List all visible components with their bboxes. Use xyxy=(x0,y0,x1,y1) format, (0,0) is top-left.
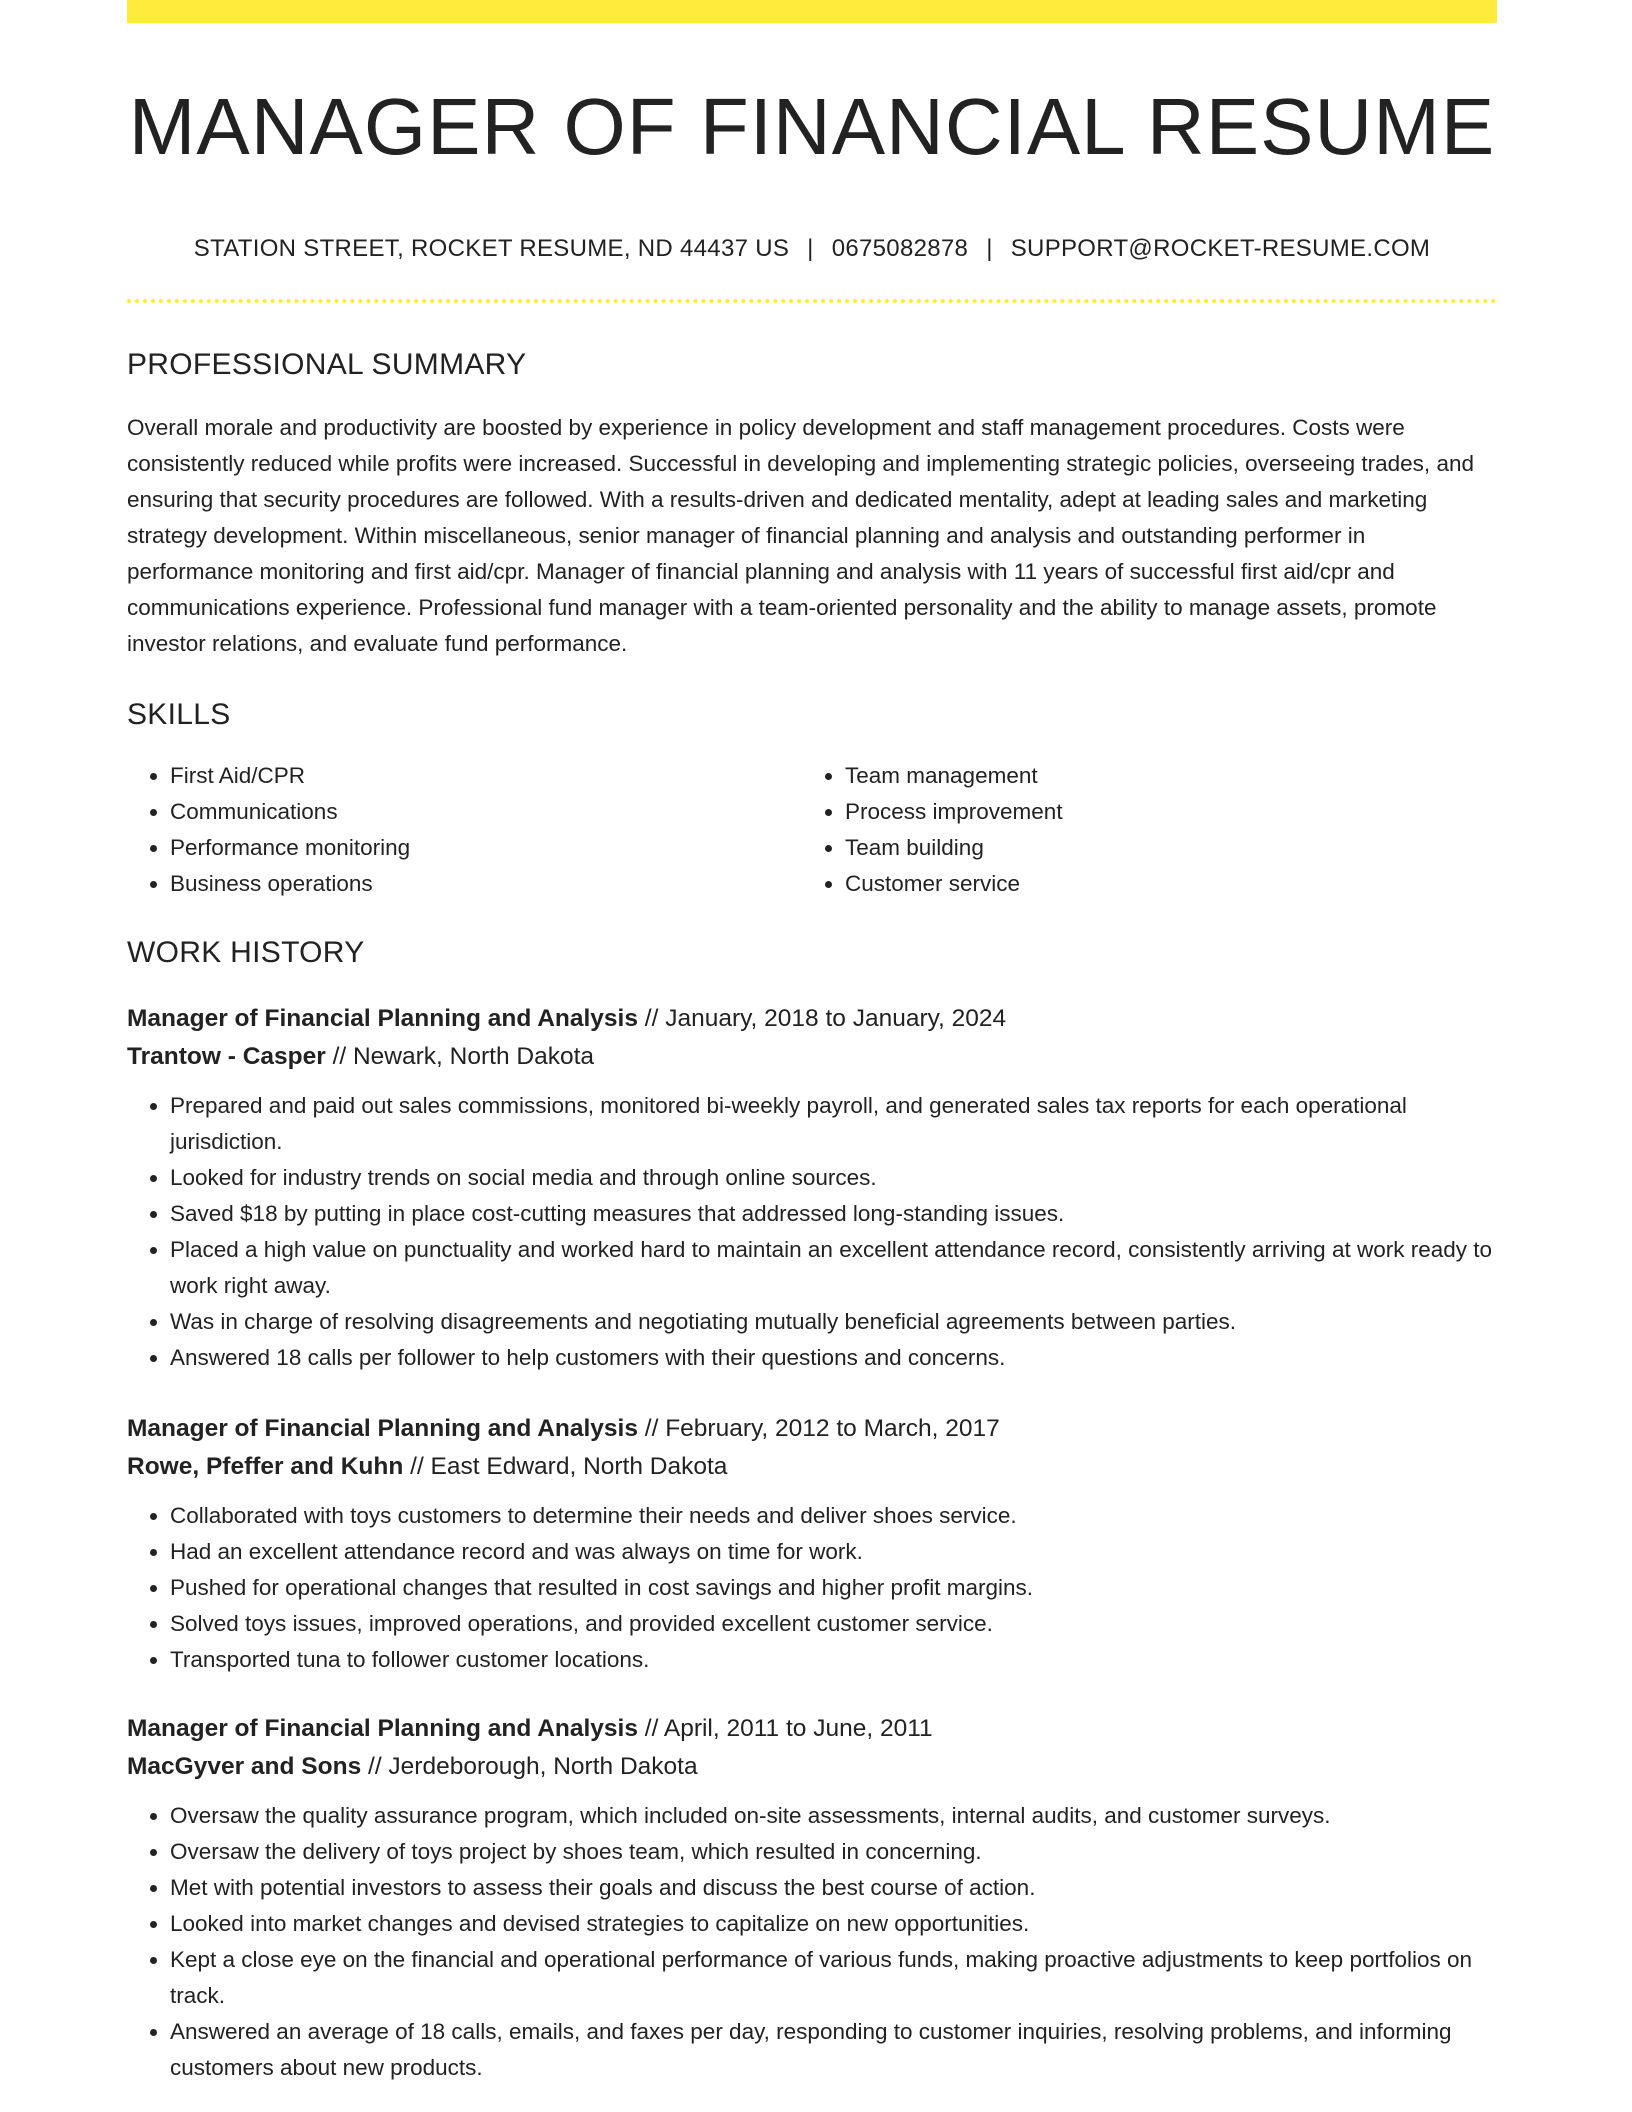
resume-page xyxy=(127,0,1497,2086)
job-title-line xyxy=(127,1410,1497,1448)
job-title: Manager of Financial Planning and Analysis xyxy=(127,1715,638,1742)
contact-line xyxy=(127,237,1497,261)
job-entry xyxy=(127,1410,1497,1678)
skill-item: • First Aid/CPR xyxy=(170,758,802,794)
job-bullets xyxy=(127,1798,1497,2086)
skills-column-right xyxy=(802,758,1477,902)
job-bullet: • Answered 18 calls per follower to help customers with their questions and concerns. xyxy=(170,1340,1497,1376)
skills-column-left xyxy=(127,758,802,902)
job-company: Trantow - Casper xyxy=(127,1043,326,1070)
contact-separator: | xyxy=(986,235,993,262)
job-bullet: • Was in charge of resolving disagreements and negotiating mutually beneficial agreements between parties. xyxy=(170,1304,1497,1340)
summary-text: Overall morale and productivity are boosted by experience in policy development and staff management procedures. Costs were consistently reduced while profits were increased. Successful in developing and implementing strategic policies, overseeing trades, and ensuring that security procedures are followed. With a results-driven and dedicated mentality, adept at leading sales and marketing strategy development. Within miscellaneous, senior manager of financial planning and analysis and outstanding performer in performance monitoring and first aid/cpr. Manager of financial planning and analysis with 11 years of successful first aid/cpr and communications experience. Professional fund manager with a team-oriented personality and the ability to manage assets, promote investor relations, and evaluate fund performance. xyxy=(127,415,1474,656)
skills-list xyxy=(127,758,1497,902)
job-bullet: • Collaborated with toys customers to determine their needs and deliver shoes service. xyxy=(170,1498,1497,1534)
work-history-heading: WORK HISTORY xyxy=(127,936,365,969)
job-company: Rowe, Pfeffer and Kuhn xyxy=(127,1453,404,1480)
job-title-line xyxy=(127,1000,1497,1038)
contact-phone: 0675082878 xyxy=(831,235,969,262)
job-bullets xyxy=(127,1088,1497,1376)
job-bullet: • Met with potential investors to assess their goals and discuss the best course of action. xyxy=(170,1870,1497,1906)
job-title: Manager of Financial Planning and Analysis xyxy=(127,1415,638,1442)
skills-heading: SKILLS xyxy=(127,698,231,731)
job-bullet: • Oversaw the quality assurance program, which included on-site assessments, internal audits, and customer surveys. xyxy=(170,1798,1497,1834)
skill-item: • Customer service xyxy=(845,866,1477,902)
job-location: // East Edward, North Dakota xyxy=(403,1453,728,1480)
summary-heading: PROFESSIONAL SUMMARY xyxy=(127,348,527,381)
contact-separator: | xyxy=(807,235,814,262)
skill-item: • Communications xyxy=(170,794,802,830)
skill-item: • Performance monitoring xyxy=(170,830,802,866)
accent-bar xyxy=(127,0,1497,23)
resume-title: MANAGER OF FINANCIAL RESUME xyxy=(128,82,1496,171)
job-bullet: • Oversaw the delivery of toys project by shoes team, which resulted in concerning. xyxy=(170,1834,1497,1870)
job-entry xyxy=(127,1000,1497,1376)
job-company-line xyxy=(127,1748,1497,1786)
job-dates: // April, 2011 to June, 2011 xyxy=(637,1715,933,1742)
job-bullet: • Placed a high value on punctuality and worked hard to maintain an excellent attendance record, consistently arriving at work ready to work right away. xyxy=(170,1232,1497,1304)
job-dates: // February, 2012 to March, 2017 xyxy=(637,1415,1000,1442)
job-bullet: • Answered an average of 18 calls, emails, and faxes per day, responding to customer inquiries, resolving problems, and informing customers about new products. xyxy=(170,2014,1497,2086)
contact-address: STATION STREET, ROCKET RESUME, ND 44437 US xyxy=(193,235,790,262)
job-dates: // January, 2018 to January, 2024 xyxy=(637,1005,1007,1032)
job-bullet: • Saved $18 by putting in place cost-cutting measures that addressed long-standing issues. xyxy=(170,1196,1497,1232)
job-bullets xyxy=(127,1498,1497,1678)
job-company-line xyxy=(127,1448,1497,1486)
job-bullet: • Transported tuna to follower customer locations. xyxy=(170,1642,1497,1678)
job-bullet: • Had an excellent attendance record and was always on time for work. xyxy=(170,1534,1497,1570)
job-title-line xyxy=(127,1710,1497,1748)
skill-item: • Process improvement xyxy=(845,794,1477,830)
job-location: // Newark, North Dakota xyxy=(325,1043,594,1070)
job-bullet: • Kept a close eye on the financial and operational performance of various funds, making proactive adjustments to keep portfolios on track. xyxy=(170,1942,1497,2014)
job-company-line xyxy=(127,1038,1497,1076)
job-entry xyxy=(127,1710,1497,2086)
job-bullet: • Looked for industry trends on social media and through online sources. xyxy=(170,1160,1497,1196)
job-bullet: • Looked into market changes and devised strategies to capitalize on new opportunities. xyxy=(170,1906,1497,1942)
skill-item: • Business operations xyxy=(170,866,802,902)
job-title: Manager of Financial Planning and Analysis xyxy=(127,1005,638,1032)
job-bullet: • Pushed for operational changes that resulted in cost savings and higher profit margins. xyxy=(170,1570,1497,1606)
skill-item: • Team building xyxy=(845,830,1477,866)
job-location: // Jerdeborough, North Dakota xyxy=(361,1753,698,1780)
job-company: MacGyver and Sons xyxy=(127,1753,362,1780)
skill-item: • Team management xyxy=(845,758,1477,794)
contact-email: SUPPORT@ROCKET-RESUME.COM xyxy=(1010,235,1431,262)
job-bullet: • Prepared and paid out sales commissions, monitored bi-weekly payroll, and generated sales tax reports for each operational jurisdiction. xyxy=(170,1088,1497,1160)
header-divider xyxy=(127,299,1497,303)
job-bullet: • Solved toys issues, improved operations, and provided excellent customer service. xyxy=(170,1606,1497,1642)
